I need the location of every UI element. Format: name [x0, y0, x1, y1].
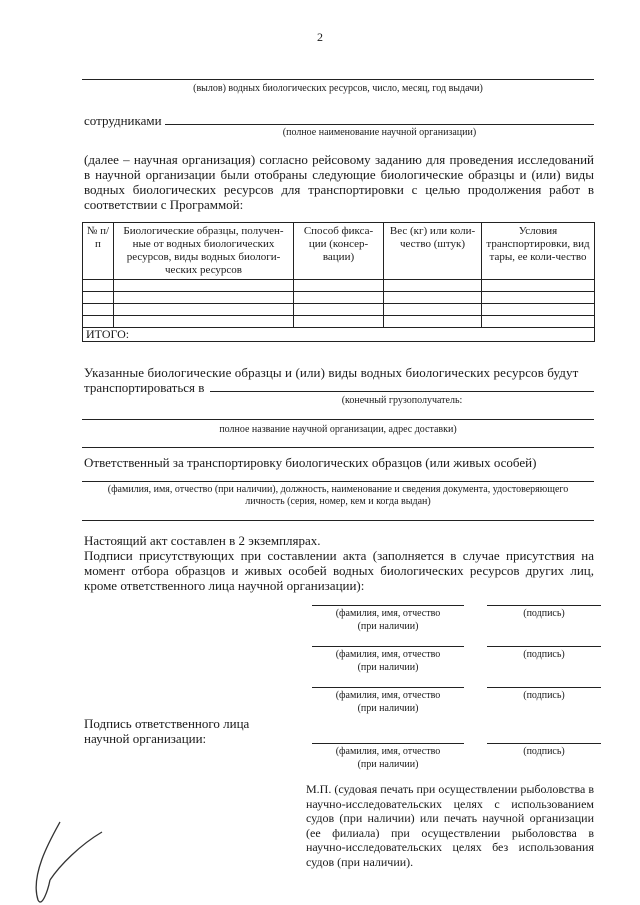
responsible-caption: (фамилия, имя, отчество (при наличии), должность, наименование и сведения документа, удостоверяющего личность (серия, номер, кем и когда выдан) — [107, 484, 569, 507]
copies-text: Настоящий акт составлен в 2 экземплярах. — [84, 533, 321, 548]
signatures-paragraph: Подписи присутствующих при составлении акта (заполняется в случае присутствия на момент отбора образцов и живых особей водных биологических ресурсов других лиц, кроме ответственного лица научной организации): — [84, 548, 594, 593]
witness-3-name-caption: (фамилия, имя, отчество (при наличии) — [335, 690, 441, 714]
col-header-samples: Биологические образцы, получен-ные от водных биологических ресурсов, виды водных биологи-ческих ресурсов — [114, 223, 294, 280]
stamp-note: М.П. (судовая печать при осуществлении рыболовства в научно-исследовательских целях с использованием судов (при наличии) или печать научной организации (ее филиала) при осуществлении рыболовства в научно-исследовательских целях без использования судов (при наличии). — [306, 782, 594, 869]
witness-3-name-line — [312, 687, 464, 688]
witness-2-sign-caption: (подпись) — [523, 649, 565, 660]
responsible-fill-line — [82, 481, 594, 482]
consignee-fill-line — [210, 391, 594, 392]
catch-fill-line — [82, 79, 594, 80]
col-header-transport: Условия транспортировки, вид тары, ее коли-чество — [482, 223, 595, 280]
witness-3-sign-caption: (подпись) — [523, 690, 565, 701]
witness-1-name-caption: (фамилия, имя, отчество (при наличии) — [335, 608, 441, 632]
table-total-row — [83, 328, 595, 342]
responsible-fill-line-2 — [82, 520, 594, 521]
address-caption: полное название научной организации, адрес доставки) — [219, 424, 457, 435]
catch-caption: (вылов) водных биологических ресурсов, число, месяц, год выдачи) — [193, 83, 483, 94]
responsible-name-caption: (фамилия, имя, отчество (при наличии) — [335, 746, 441, 770]
witness-2-name-line — [312, 646, 464, 647]
table-row — [83, 292, 595, 304]
witness-1-sign-line — [487, 605, 601, 606]
witness-3-sign-line — [487, 687, 601, 688]
col-header-weight: Вес (кг) или коли-чество (штук) — [384, 223, 482, 280]
handwritten-initial-icon — [20, 820, 110, 905]
responsible-sign-caption: (подпись) — [523, 746, 565, 757]
page-number: 2 — [317, 30, 323, 44]
intro-paragraph: (далее – научная организация) согласно рейсовому заданию для проведения исследований в научной организации были отобраны следующие биологические образцы и (или) виды водных биологических ресурсов для транспортировки с целью продолжения работ в соответствии с Программой: — [84, 152, 594, 212]
staff-caption: (полное наименование научной организации) — [282, 127, 477, 138]
col-header-fixation: Способ фикса-ции (консер-вации) — [294, 223, 384, 280]
witness-2-sign-line — [487, 646, 601, 647]
transport-text-line1: Указанные биологические образцы и (или) виды водных биологических ресурсов будут — [84, 365, 579, 380]
address-fill-line-2 — [82, 447, 594, 448]
samples-table — [82, 222, 595, 342]
responsible-label: Ответственный за транспортировку биологических образцов (или живых особей) — [84, 455, 537, 470]
col-header-number: № п/п — [83, 223, 114, 280]
staff-label: сотрудниками — [84, 113, 162, 128]
responsible-sign-line — [487, 743, 601, 744]
witness-2-name-caption: (фамилия, имя, отчество (при наличии) — [335, 649, 441, 673]
responsible-signature-label: Подпись ответственного лица научной организации: — [84, 716, 250, 746]
consignee-caption: (конечный грузополучатель: — [341, 395, 463, 406]
table-row — [83, 280, 595, 292]
staff-fill-line — [165, 124, 594, 125]
table-total-label: ИТОГО: — [83, 328, 595, 342]
address-fill-line — [82, 419, 594, 420]
witness-1-name-line — [312, 605, 464, 606]
witness-1-sign-caption: (подпись) — [523, 608, 565, 619]
table-row — [83, 316, 595, 328]
table-row — [83, 304, 595, 316]
responsible-name-line — [312, 743, 464, 744]
transport-text-line2: транспортироваться в — [84, 380, 205, 395]
